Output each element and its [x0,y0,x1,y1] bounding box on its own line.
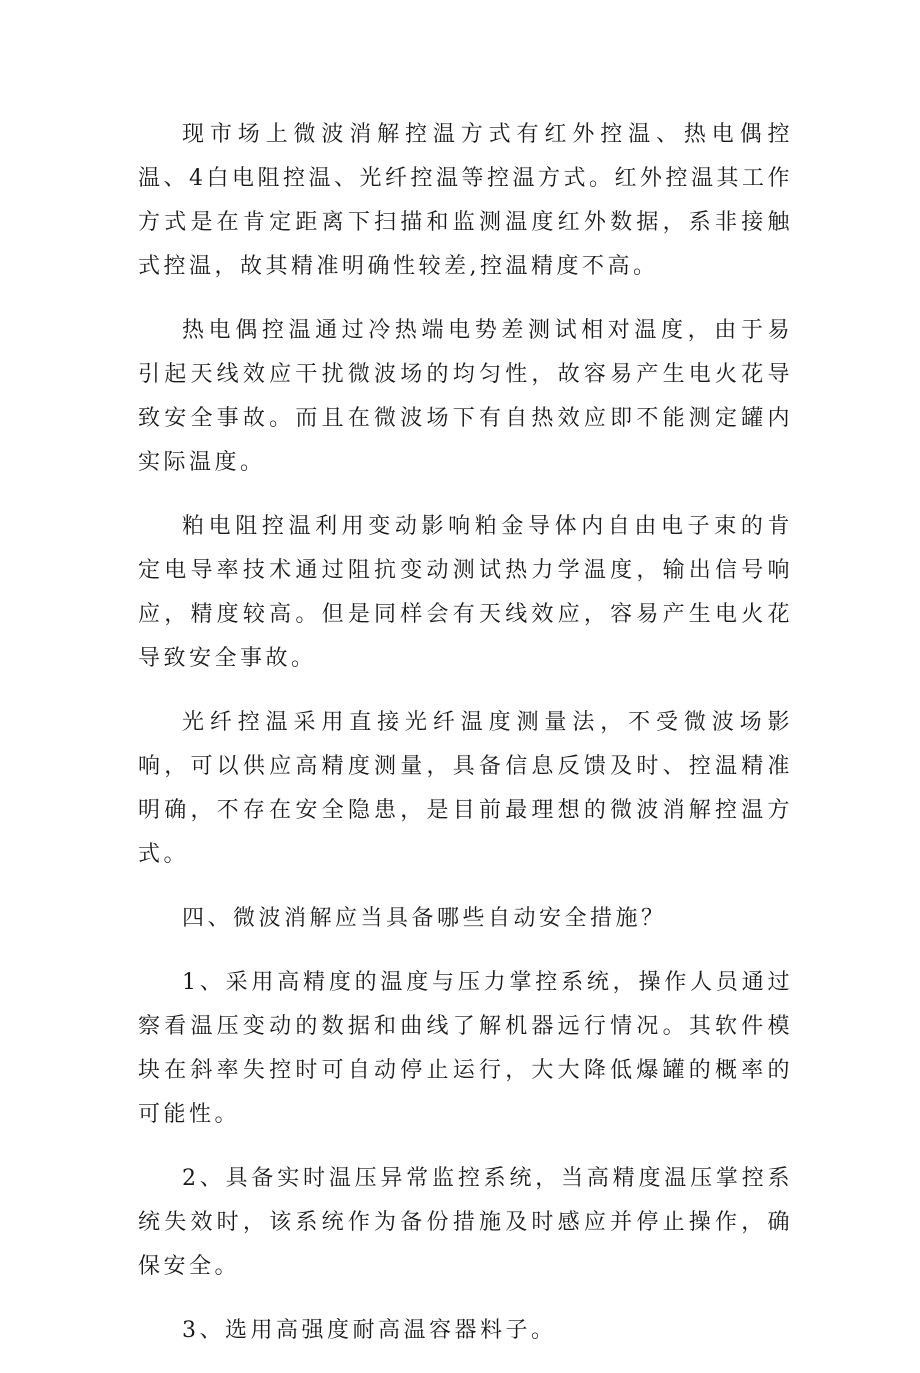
paragraph-thermocouple: 热电偶控温通过冷热端电势差测试相对温度，由于易引起天线效应干扰微波场的均匀性，故容易产生电火花导致安全事故。而且在微波场下有自热效应即不能测定罐内实际温度。 [138,318,793,475]
paragraph-measure-1: 1、采用高精度的温度与压力掌控系统，操作人员通过察看温压变动的数据和曲线了解机器远行情况。其软件模块在斜率失控时可自动停止运行，大大降低爆罐的概率的可能性。 [138,970,793,1127]
paragraph-platinum-resistance: 粕电阻控温利用变动影响粕金导体内自由电子束的肯定电导率技术通过阻抗变动测试热力学温度，输出信号响应，精度较高。但是同样会有天线效应，容易产生电火花导致安全事故。 [138,514,793,671]
paragraph-measure-3: 3、选用高强度耐高温容器料子。 [182,1318,557,1343]
paragraph-temperature-control-methods: 现市场上微波消解控温方式有红外控温、热电偶控温、4白电阻控温、光纤控温等控温方式。红外控温其工作方式是在肯定距离下扫描和监测温度红外数据，系非接触式控温，故其精准明确性较差,控温精度不高。 [138,122,793,279]
paragraph-fiber-optic: 光纤控温采用直接光纤温度测量法，不受微波场影响，可以供应高精度测量，具备信息反馈及时、控温精准明确，不存在安全隐患，是目前最理想的微波消解控温方式。 [138,710,793,867]
document-body [138,113,793,1373]
paragraph-measure-2: 2、具备实时温压异常监控系统，当高精度温压掌控系统失效时，该系统作为备份措施及时感应并停止操作，确保安全。 [138,1166,793,1279]
section-heading-safety-measures: 四、微波消解应当具备哪些自动安全措施？ [182,906,667,931]
